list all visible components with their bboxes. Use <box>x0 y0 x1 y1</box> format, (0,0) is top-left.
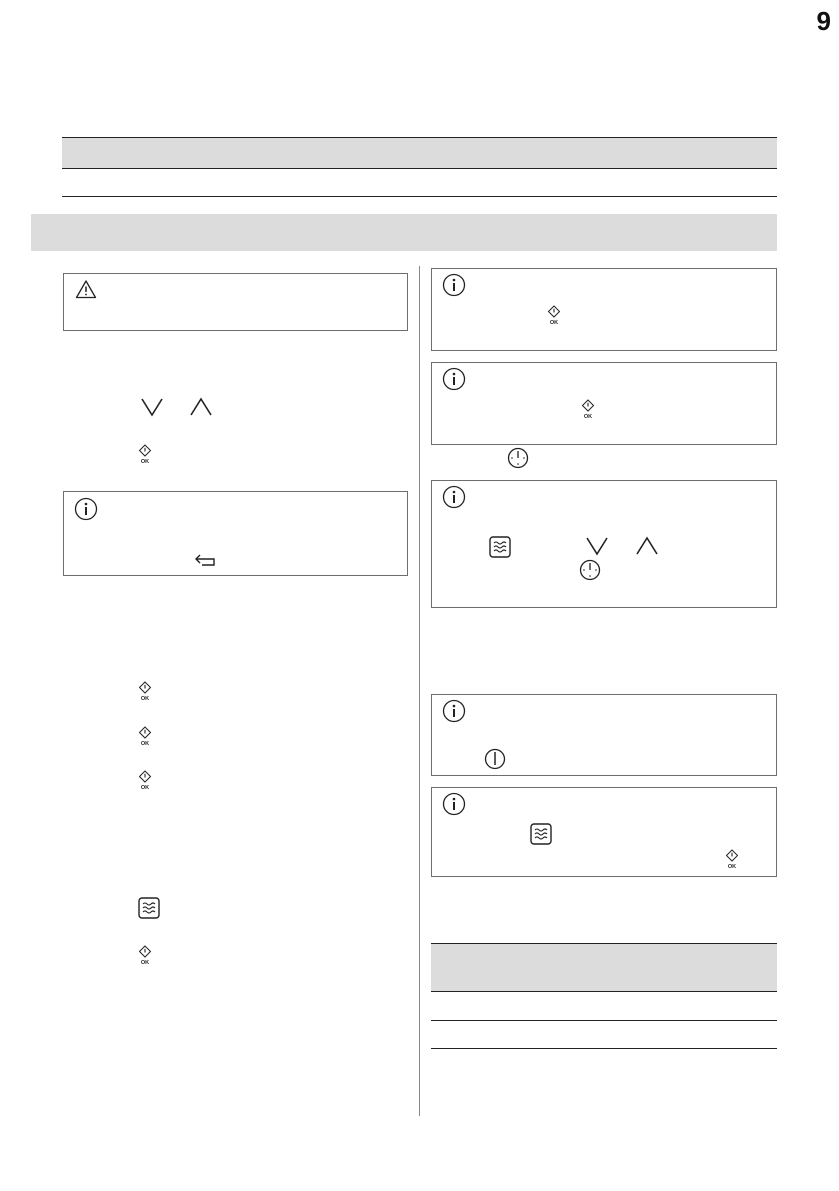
ok-start-icon <box>138 726 152 746</box>
ok-start-icon <box>581 399 595 419</box>
info-box-right-5 <box>431 787 777 877</box>
chevron-up-icon <box>635 536 659 556</box>
info-circle-icon <box>442 485 466 509</box>
info-box-left-1 <box>63 491 408 576</box>
info-circle-icon <box>74 497 98 521</box>
section-title-bar <box>31 214 777 251</box>
heating-function-icon <box>138 897 160 919</box>
svg-text:OK: OK <box>140 741 150 746</box>
svg-text:OK: OK <box>140 459 150 464</box>
top-table-header <box>62 137 777 168</box>
ok-start-icon <box>547 305 561 325</box>
warning-box <box>63 273 408 331</box>
ok-start-icon <box>138 444 152 464</box>
top-table-rule-bottom <box>62 196 777 197</box>
clock-icon <box>507 447 529 469</box>
info-box-right-4 <box>431 694 777 776</box>
info-box-right-3 <box>431 480 777 608</box>
top-table-rule-top <box>62 137 777 138</box>
info-circle-icon <box>442 367 466 391</box>
ok-start-icon <box>138 945 152 965</box>
warning-triangle-icon <box>75 279 97 299</box>
svg-text:OK: OK <box>727 864 737 869</box>
info-box-right-1 <box>431 268 777 351</box>
info-circle-icon <box>442 792 466 816</box>
ok-start-icon <box>725 849 739 869</box>
clock-icon <box>579 559 601 581</box>
bottom-table-rule-3 <box>431 1048 777 1049</box>
chevron-down-icon <box>585 536 609 556</box>
svg-text:OK: OK <box>583 414 593 419</box>
bottom-table-header <box>431 943 777 991</box>
bottom-table-rule-2 <box>431 1020 777 1021</box>
chevron-down-icon <box>140 397 164 417</box>
svg-text:OK: OK <box>549 320 559 325</box>
top-table-rule-mid <box>62 168 777 169</box>
svg-text:OK: OK <box>140 696 150 701</box>
info-box-right-2 <box>431 362 777 445</box>
bottom-table-rule-1 <box>431 991 777 992</box>
ok-start-icon <box>138 681 152 701</box>
info-circle-icon <box>442 699 466 723</box>
svg-text:OK: OK <box>140 960 150 965</box>
heating-function-icon <box>530 823 552 845</box>
heating-function-icon <box>489 536 511 558</box>
column-divider <box>419 266 420 1116</box>
page-number: 9 <box>816 6 831 36</box>
info-circle-icon <box>442 273 466 297</box>
ok-start-icon <box>138 770 152 790</box>
chevron-up-icon <box>189 397 213 417</box>
bottom-table-rule-top <box>431 943 777 944</box>
on-off-icon <box>484 748 506 770</box>
svg-text:OK: OK <box>140 785 150 790</box>
back-arrow-icon <box>194 553 216 567</box>
